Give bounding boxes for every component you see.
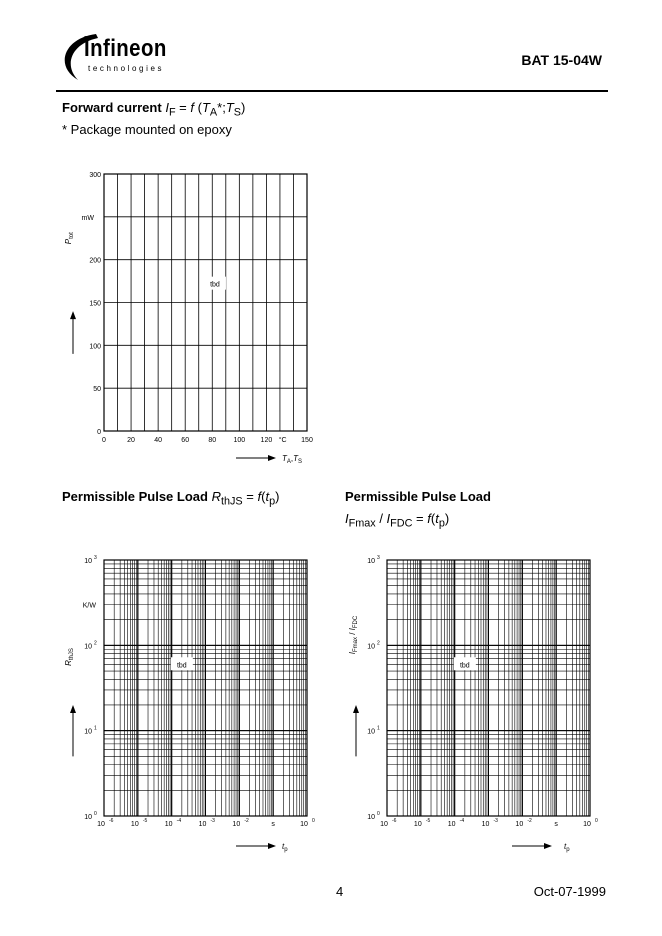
x-tick-label-part: 10	[413, 821, 422, 828]
x-unit-label-part: s	[554, 821, 558, 828]
y-tick-label-part: 10	[84, 643, 92, 651]
y-tick-label-part: 10	[367, 814, 375, 821]
x-tick-exponent	[460, 818, 465, 824]
y-tick-label-part: 10	[84, 814, 92, 821]
y-tick-exponent	[377, 811, 380, 817]
x-tick-label-part: 10	[130, 821, 139, 828]
x-axis-label-part: p	[566, 847, 570, 853]
x-tick-label	[199, 821, 207, 828]
x-tick-exponent	[494, 818, 499, 824]
x-axis-label	[282, 454, 302, 465]
chart1-forward-current	[64, 172, 313, 465]
x-tick-exponent-part: -2	[527, 818, 532, 824]
x-tick-exponent	[312, 818, 315, 824]
x-tick-exponent-part: -3	[493, 818, 498, 824]
x-unit-label-part: °C	[278, 437, 287, 444]
formula-f: f	[257, 489, 262, 504]
formula-r: R	[211, 489, 221, 504]
formula-open: (	[430, 511, 436, 526]
x-tick-exponent-part: 0	[595, 818, 598, 824]
y-tick-label	[84, 814, 92, 821]
y-tick-label-part: 300	[89, 172, 101, 179]
x-tick-label-part: 10	[515, 821, 524, 828]
x-tick-exponent-part: -4	[176, 818, 182, 824]
x-tick-label	[102, 437, 106, 444]
x-axis-label-part: A	[286, 459, 291, 465]
x-tick-exponent-part: -2	[244, 818, 249, 824]
x-arrow-icon	[268, 455, 276, 461]
x-unit-label	[554, 821, 558, 828]
x-tick-exponent	[595, 818, 598, 824]
x-tick-label	[448, 821, 456, 828]
x-tick-label-part: 10	[583, 821, 591, 828]
x-tick-label	[165, 821, 173, 828]
logo-wordmark: Infineon	[84, 35, 167, 62]
y-tick-label-part: 100	[89, 343, 101, 351]
y-tick-label-part: 10	[84, 558, 92, 565]
formula-eq: =	[175, 100, 191, 115]
tbd-label	[210, 282, 220, 289]
chart3-pulse-load-ifmax	[348, 555, 598, 853]
chart1-title: Forward current	[62, 100, 162, 115]
y-tick-label	[367, 729, 375, 736]
x-tick-label	[261, 437, 273, 444]
formula-f: f	[190, 100, 195, 115]
chart2-title: Permissible Pulse Load	[62, 489, 208, 504]
y-tick-label-part: 10	[367, 643, 375, 651]
y-tick-label-part: 10	[367, 728, 375, 736]
formula-eq: =	[242, 489, 258, 504]
x-tick-label-part: 0	[102, 437, 106, 444]
formula-t: t	[435, 511, 439, 526]
x-tick-label-part: 10	[447, 821, 456, 828]
formula-sub-f: F	[168, 106, 176, 119]
x-tick-label-part: 10	[198, 821, 207, 828]
x-tick-exponent-part: -4	[459, 818, 465, 824]
formula-ta: T	[201, 100, 210, 115]
x-tick-exponent	[244, 818, 249, 824]
y-tick-label	[367, 643, 375, 650]
y-tick-exponent-part: 2	[94, 640, 97, 647]
x-tick-exponent-part: 0	[312, 818, 315, 824]
y-arrow-icon	[353, 705, 359, 713]
x-tick-exponent	[143, 818, 148, 824]
y-axis-label-part: R	[64, 660, 73, 666]
x-tick-label	[232, 821, 240, 828]
x-arrow-icon	[544, 843, 552, 849]
y-axis-label	[64, 648, 75, 666]
x-tick-label	[233, 437, 245, 444]
y-tick-label	[89, 301, 101, 308]
y-axis-label-part: /	[348, 630, 357, 638]
formula-sub-fdc: FDC	[390, 517, 413, 530]
x-tick-exponent-part: -3	[210, 818, 215, 824]
x-tick-exponent-part: -5	[425, 818, 431, 824]
y-arrow-icon	[70, 705, 76, 713]
x-tick-label	[131, 821, 139, 828]
y-axis-label-part: I	[348, 628, 357, 631]
formula-i1: I	[345, 511, 349, 526]
logo-subtext: technologies	[88, 64, 165, 73]
page-number: 4	[336, 884, 344, 899]
formula-sub-a: A	[209, 106, 218, 119]
y-axis-label-part: thJS	[69, 648, 75, 661]
formula-i2: I	[386, 511, 391, 526]
x-tick-label	[97, 821, 105, 828]
y-tick-label	[367, 558, 375, 565]
x-tick-label-part: 80	[208, 437, 217, 444]
y-axis-label-part: Fmax	[353, 637, 359, 653]
y-tick-exponent-part: 0	[377, 811, 380, 817]
y-axis-label-part: tot	[69, 232, 75, 239]
x-tick-label	[482, 821, 490, 828]
y-unit-label-part: mW	[81, 214, 94, 222]
y-tick-exponent-part: 1	[377, 725, 380, 732]
formula-eq: =	[412, 511, 428, 526]
x-tick-label-part: 40	[154, 437, 163, 444]
y-tick-label	[84, 558, 92, 565]
y-unit-label	[83, 603, 97, 610]
x-unit-label	[279, 436, 287, 444]
x-axis-label	[564, 842, 570, 853]
y-unit-label-part: K/W	[82, 602, 96, 610]
x-tick-label-part: 10	[300, 821, 308, 828]
x-tick-exponent	[211, 818, 216, 824]
x-tick-label-part: 10	[164, 821, 173, 828]
x-tick-label-part: 60	[181, 437, 190, 444]
y-unit-label	[82, 215, 95, 222]
y-tick-label	[367, 814, 375, 821]
x-axis-label-part: T	[293, 454, 299, 463]
chart1-note: * Package mounted on epoxy	[62, 122, 232, 137]
tbd-label	[177, 662, 187, 669]
chart3-heading: Permissible Pulse Load	[345, 489, 491, 504]
y-tick-exponent	[94, 726, 97, 732]
x-tick-label-part: 10	[97, 821, 105, 828]
x-axis-label-part: t	[282, 842, 285, 851]
x-unit-label	[271, 821, 275, 828]
formula-open: (	[261, 489, 266, 504]
formula-sub-p: p	[438, 517, 445, 530]
x-axis-label-part: ,	[290, 454, 294, 463]
x-tick-label-part: 120	[260, 437, 273, 444]
x-tick-label	[515, 821, 523, 828]
y-arrow-icon	[70, 311, 76, 319]
x-tick-label	[380, 821, 388, 828]
x-tick-label-part: 100	[233, 437, 246, 444]
x-tick-label	[583, 821, 591, 828]
y-tick-exponent	[94, 640, 97, 646]
x-tick-label-part: 10	[380, 821, 388, 828]
tbd-label-part: tbd	[210, 281, 220, 289]
x-tick-label	[181, 437, 189, 444]
x-tick-exponent-part: -6	[109, 818, 114, 824]
formula-ts: T	[225, 100, 234, 115]
x-tick-label	[127, 437, 135, 444]
y-axis-label	[64, 232, 75, 244]
y-axis-label	[348, 615, 359, 654]
y-tick-label	[89, 172, 101, 179]
x-tick-exponent	[177, 818, 182, 824]
x-tick-label	[301, 437, 313, 444]
x-tick-label	[300, 821, 308, 828]
formula-star: *;	[217, 100, 226, 115]
footer-date: Oct-07-1999	[533, 884, 606, 899]
formula-i: I	[165, 100, 169, 115]
x-axis-label-part: t	[564, 842, 567, 851]
x-tick-label-part: 10	[481, 821, 490, 828]
part-number: BAT 15-04W	[521, 52, 602, 68]
x-axis-label-part: T	[282, 454, 287, 463]
y-tick-exponent	[94, 555, 97, 561]
y-axis-label-part: I	[348, 652, 357, 655]
y-tick-label-part: 10	[84, 728, 92, 736]
y-tick-label-part: 200	[89, 257, 101, 265]
y-axis-label-part: FDC	[353, 615, 359, 629]
y-tick-exponent	[377, 555, 380, 561]
tbd-label-part: tbd	[176, 662, 187, 670]
y-tick-label	[89, 343, 101, 350]
x-axis-label-part: S	[298, 459, 303, 465]
y-tick-label	[84, 729, 92, 736]
formula-t: t	[265, 489, 270, 504]
y-tick-exponent	[377, 726, 380, 732]
x-tick-exponent	[392, 818, 397, 824]
formula-close: )	[275, 489, 280, 504]
y-tick-label	[89, 258, 101, 265]
y-tick-exponent-part: 1	[94, 725, 97, 732]
x-tick-label	[414, 821, 422, 828]
x-tick-label	[154, 437, 162, 444]
formula-close: )	[444, 511, 450, 526]
y-tick-label	[93, 386, 101, 393]
formula-sub-fmax: Fmax	[348, 517, 376, 530]
x-arrow-icon	[268, 843, 276, 849]
y-tick-label-part: 50	[93, 386, 101, 394]
y-tick-exponent	[377, 640, 380, 646]
y-tick-exponent-part: 0	[94, 811, 97, 817]
x-tick-label	[208, 437, 216, 444]
formula-slash: /	[375, 511, 387, 526]
y-tick-label	[84, 643, 92, 650]
y-tick-exponent	[94, 811, 97, 817]
x-tick-exponent	[426, 818, 431, 824]
y-tick-exponent-part: 3	[94, 555, 97, 561]
formula-sub-s: S	[233, 106, 242, 119]
formula-sub-p: p	[269, 495, 276, 508]
x-tick-label-part: 20	[127, 437, 135, 444]
x-axis-label-part: p	[284, 847, 288, 853]
x-unit-label-part: s	[271, 821, 275, 828]
formula-f: f	[427, 511, 431, 526]
formula-close: )	[241, 100, 246, 115]
y-tick-label-part: 150	[89, 300, 101, 308]
y-axis-label-part: P	[64, 238, 73, 245]
x-tick-label-part: 10	[232, 821, 241, 828]
formula-sub-thjs: thJS	[220, 495, 243, 508]
formula-open: (	[194, 100, 202, 115]
x-axis-label	[282, 842, 288, 853]
chart2-pulse-load-rthjs	[64, 555, 315, 853]
y-tick-exponent-part: 3	[377, 555, 380, 561]
y-tick-label	[97, 429, 101, 436]
y-tick-label-part: 10	[367, 558, 375, 565]
x-tick-exponent-part: -6	[392, 818, 397, 824]
x-tick-exponent	[109, 818, 114, 824]
y-tick-exponent-part: 2	[377, 640, 380, 647]
y-tick-label-part: 0	[97, 429, 101, 436]
x-tick-label-part: 150	[301, 437, 313, 444]
tbd-label	[460, 662, 470, 669]
x-tick-exponent-part: -5	[142, 818, 148, 824]
x-tick-exponent	[527, 818, 532, 824]
tbd-label-part: tbd	[459, 662, 470, 670]
